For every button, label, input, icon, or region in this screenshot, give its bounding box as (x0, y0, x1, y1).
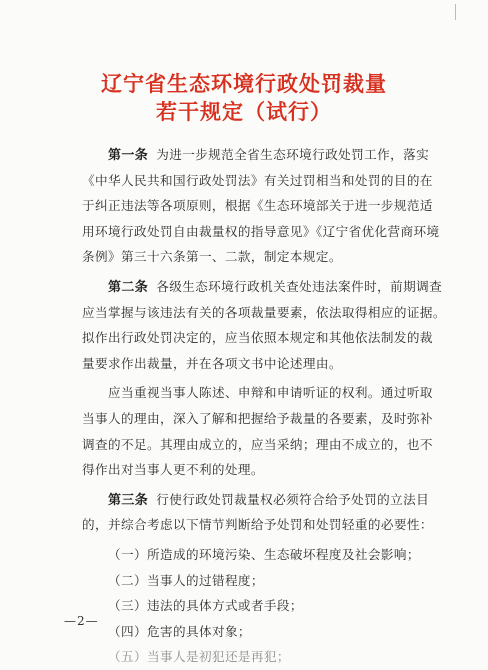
article-2-text-1: 各级生态环境行政机关查处违法案件时，前期调查 (156, 278, 443, 294)
article-1-line-5: 条例》第三十六条第一、二款，制定本规定。 (82, 249, 342, 265)
list-item: （四）危害的具体对象； (108, 623, 251, 639)
paragraph-line-1: 应当重视当事人陈述、申辩和申请听证的权利。通过听取 (108, 385, 433, 401)
article-2-line-4: 量要求作出裁量，并在各项文书中论述理由。 (82, 355, 342, 371)
article-3-line-2: 的，并综合考虑以下情节判断给予处罚和处罚轻重的必要性： (82, 517, 433, 533)
article-2 (82, 274, 448, 376)
article-1-line-4: 用环境行政处罚自由裁量权的指导意见》《辽宁省优化营商环境 (82, 223, 440, 239)
list-item: （三）违法的具体方式或者手段； (108, 598, 303, 614)
article-1-line-2: 《中华人民共和国行政处罚法》有关过罚相当和处罚的目的在 (82, 172, 433, 188)
article-2-line-2: 应当掌握与该违法有关的各项裁量要素，依法取得相应的证据。 (82, 304, 446, 320)
paragraph-line-2: 当事人的理由，深入了解和把握给予裁量的各要素，及时弥补 (82, 410, 433, 426)
document-title-line-2: 若干规定（试行） (156, 100, 332, 124)
scan-edge-mark (455, 4, 464, 20)
paragraph-line-3: 调查的不足。其理由成立的，应当采纳；理由不成立的，也不 (82, 436, 433, 452)
article-2-label: 第二条 (108, 279, 149, 295)
article-1-label: 第一条 (108, 148, 149, 163)
article-2-line-1 (82, 274, 448, 300)
list-item: （二）当事人的过错程度； (108, 572, 264, 588)
article-2-line-3: 拟作出行政处罚决定的，应当依照本规定和其他依法制发的裁 (82, 330, 433, 346)
article-3 (82, 487, 448, 538)
article-1-line-3: 于纠正违法等各项原则，根据《生态环境部关于进一步规范适 (82, 198, 433, 214)
article-1 (82, 142, 448, 270)
page-number: —2— (64, 614, 99, 628)
article-3-line-1 (82, 487, 448, 513)
factor-list (82, 542, 448, 670)
list-item: （一）所造成的环境污染、生态破坏程度及社会影响； (108, 546, 420, 562)
document-title-line-1: 辽宁省生态环境行政处罚裁量 (101, 72, 387, 96)
document-body (82, 142, 448, 670)
article-1-line-1 (82, 142, 448, 168)
article-2-paragraph-2 (82, 380, 448, 482)
paragraph-line-4: 得作出对当事人更不利的处理。 (82, 462, 264, 478)
article-3-text-1: 行使行政处罚裁量权必须符合给予处罚的立法目 (156, 491, 430, 507)
article-3-label: 第三条 (108, 492, 149, 508)
article-1-text-1: 为进一步规范全省生态环境行政处罚工作，落实 (156, 147, 430, 162)
list-item: （五）当事人是初犯还是再犯； (108, 649, 290, 665)
